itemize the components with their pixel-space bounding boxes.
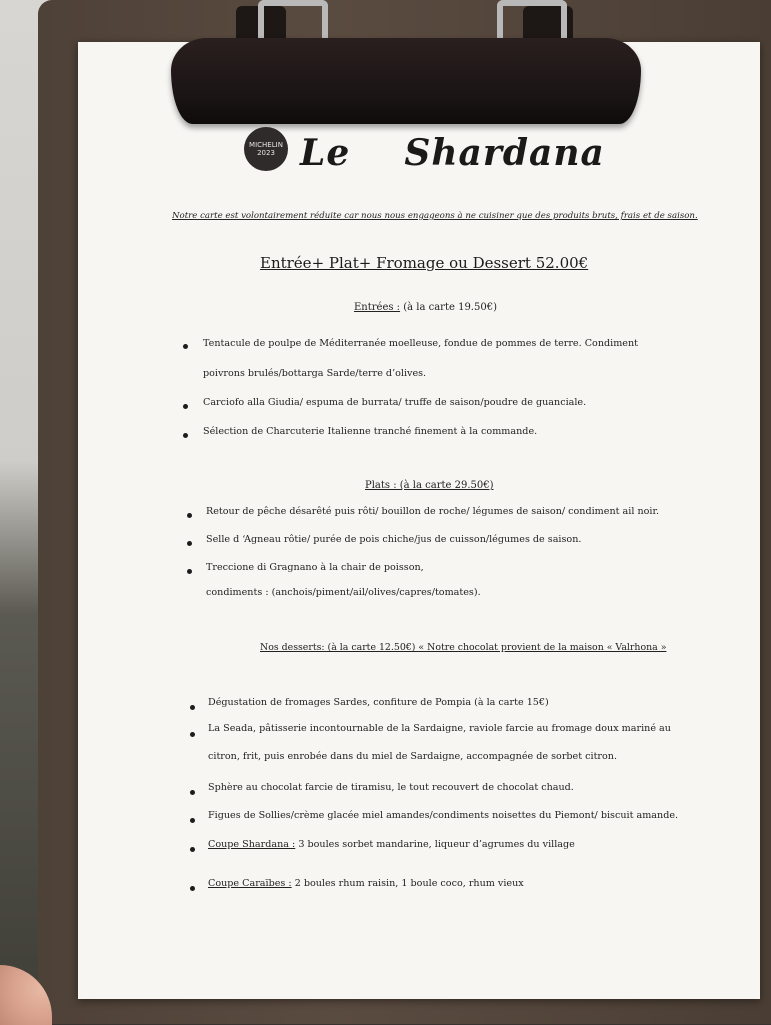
dessert-item-3: Sphère au chocolat farcie de tiramisu, le tout recouvert de chocolat chaud.: [208, 782, 574, 793]
entree-item-1: Tentacule de poulpe de Méditerranée moelleuse, fondue de pommes de terre. Condiment: [203, 338, 639, 349]
entrees-price: (à la carte 19.50€): [400, 302, 497, 313]
menu-paper: [78, 42, 760, 999]
coupe-caraibes-desc: 2 boules rhum raisin, 1 boule coco, rhum vieux: [294, 878, 524, 889]
plats-heading-label: Plats : (à la carte 29.50€): [365, 480, 494, 491]
entrees-heading: [354, 302, 497, 313]
bullet: [183, 433, 188, 438]
entrees-heading-label: Entrées :: [354, 302, 401, 313]
entree-item-2: Carciofo alla Giudia/ espuma de burrata/ truffe de saison/poudre de guanciale.: [203, 397, 587, 408]
plats-heading: [365, 480, 494, 491]
dessert-item-6: [208, 878, 524, 889]
plat-item-3-cont: condiments : (anchois/piment/ail/olives/capres/tomates).: [206, 587, 481, 598]
badge-line1: MICHELIN: [249, 140, 283, 149]
bullet: [190, 790, 195, 795]
restaurant-title: Le Shardana: [300, 132, 605, 174]
dessert-item-2: La Seada, pâtisserie incontournable de la Sardaigne, raviole farcie au fromage doux mariné au: [208, 723, 671, 734]
desserts-heading-label: Nos desserts: (à la carte 12.50€) « Notre chocolat provient de la maison « Valrhona »: [260, 642, 667, 653]
intro-note: Notre carte est volontairement réduite car nous nous engageons à ne cuisiner que des produits bruts, frais et de saison.: [172, 211, 698, 221]
bullet: [187, 569, 192, 574]
desserts-heading: [260, 642, 666, 653]
bullet: [183, 404, 188, 409]
dessert-item-1: Dégustation de fromages Sardes, confiture de Pompia (à la carte 15€): [208, 697, 549, 708]
bullet: [190, 732, 195, 737]
dessert-item-5: [208, 839, 575, 850]
clipboard-clip: [171, 38, 641, 124]
entree-item-1-cont: poivrons brulés/bottarga Sarde/terre d’olives.: [203, 368, 427, 379]
bullet: [187, 513, 192, 518]
coupe-shardana-name: Coupe Shardana :: [208, 839, 296, 850]
plat-item-2: Selle d ‘Agneau rôtie/ purée de pois chiche/jus de cuisson/légumes de saison.: [206, 534, 582, 545]
bullet: [190, 847, 195, 852]
bullet: [190, 886, 195, 891]
bullet: [183, 344, 188, 349]
plat-item-3: Treccione di Gragnano à la chair de poisson,: [206, 562, 424, 573]
plat-item-1: Retour de pêche désarêté puis rôti/ bouillon de roche/ légumes de saison/ condiment ail noir.: [206, 506, 660, 517]
badge-line2: 2023: [257, 149, 275, 157]
coupe-caraibes-name: Coupe Caraïbes :: [208, 878, 292, 889]
formula-heading: Entrée+ Plat+ Fromage ou Dessert 52.00€: [260, 254, 589, 272]
michelin-badge: [244, 127, 288, 171]
bullet: [190, 818, 195, 823]
bullet: [187, 541, 192, 546]
dessert-item-4: Figues de Sollies/crème glacée miel amandes/condiments noisettes du Piemont/ biscuit amande.: [208, 810, 679, 821]
coupe-shardana-desc: 3 boules sorbet mandarine, liqueur d’agrumes du village: [298, 839, 575, 850]
dessert-item-2-cont: citron, frit, puis enrobée dans du miel de Sardaigne, accompagnée de sorbet citron.: [208, 751, 618, 762]
bullet: [190, 705, 195, 710]
entree-item-3: Sélection de Charcuterie Italienne tranché finement à la commande.: [203, 426, 538, 437]
